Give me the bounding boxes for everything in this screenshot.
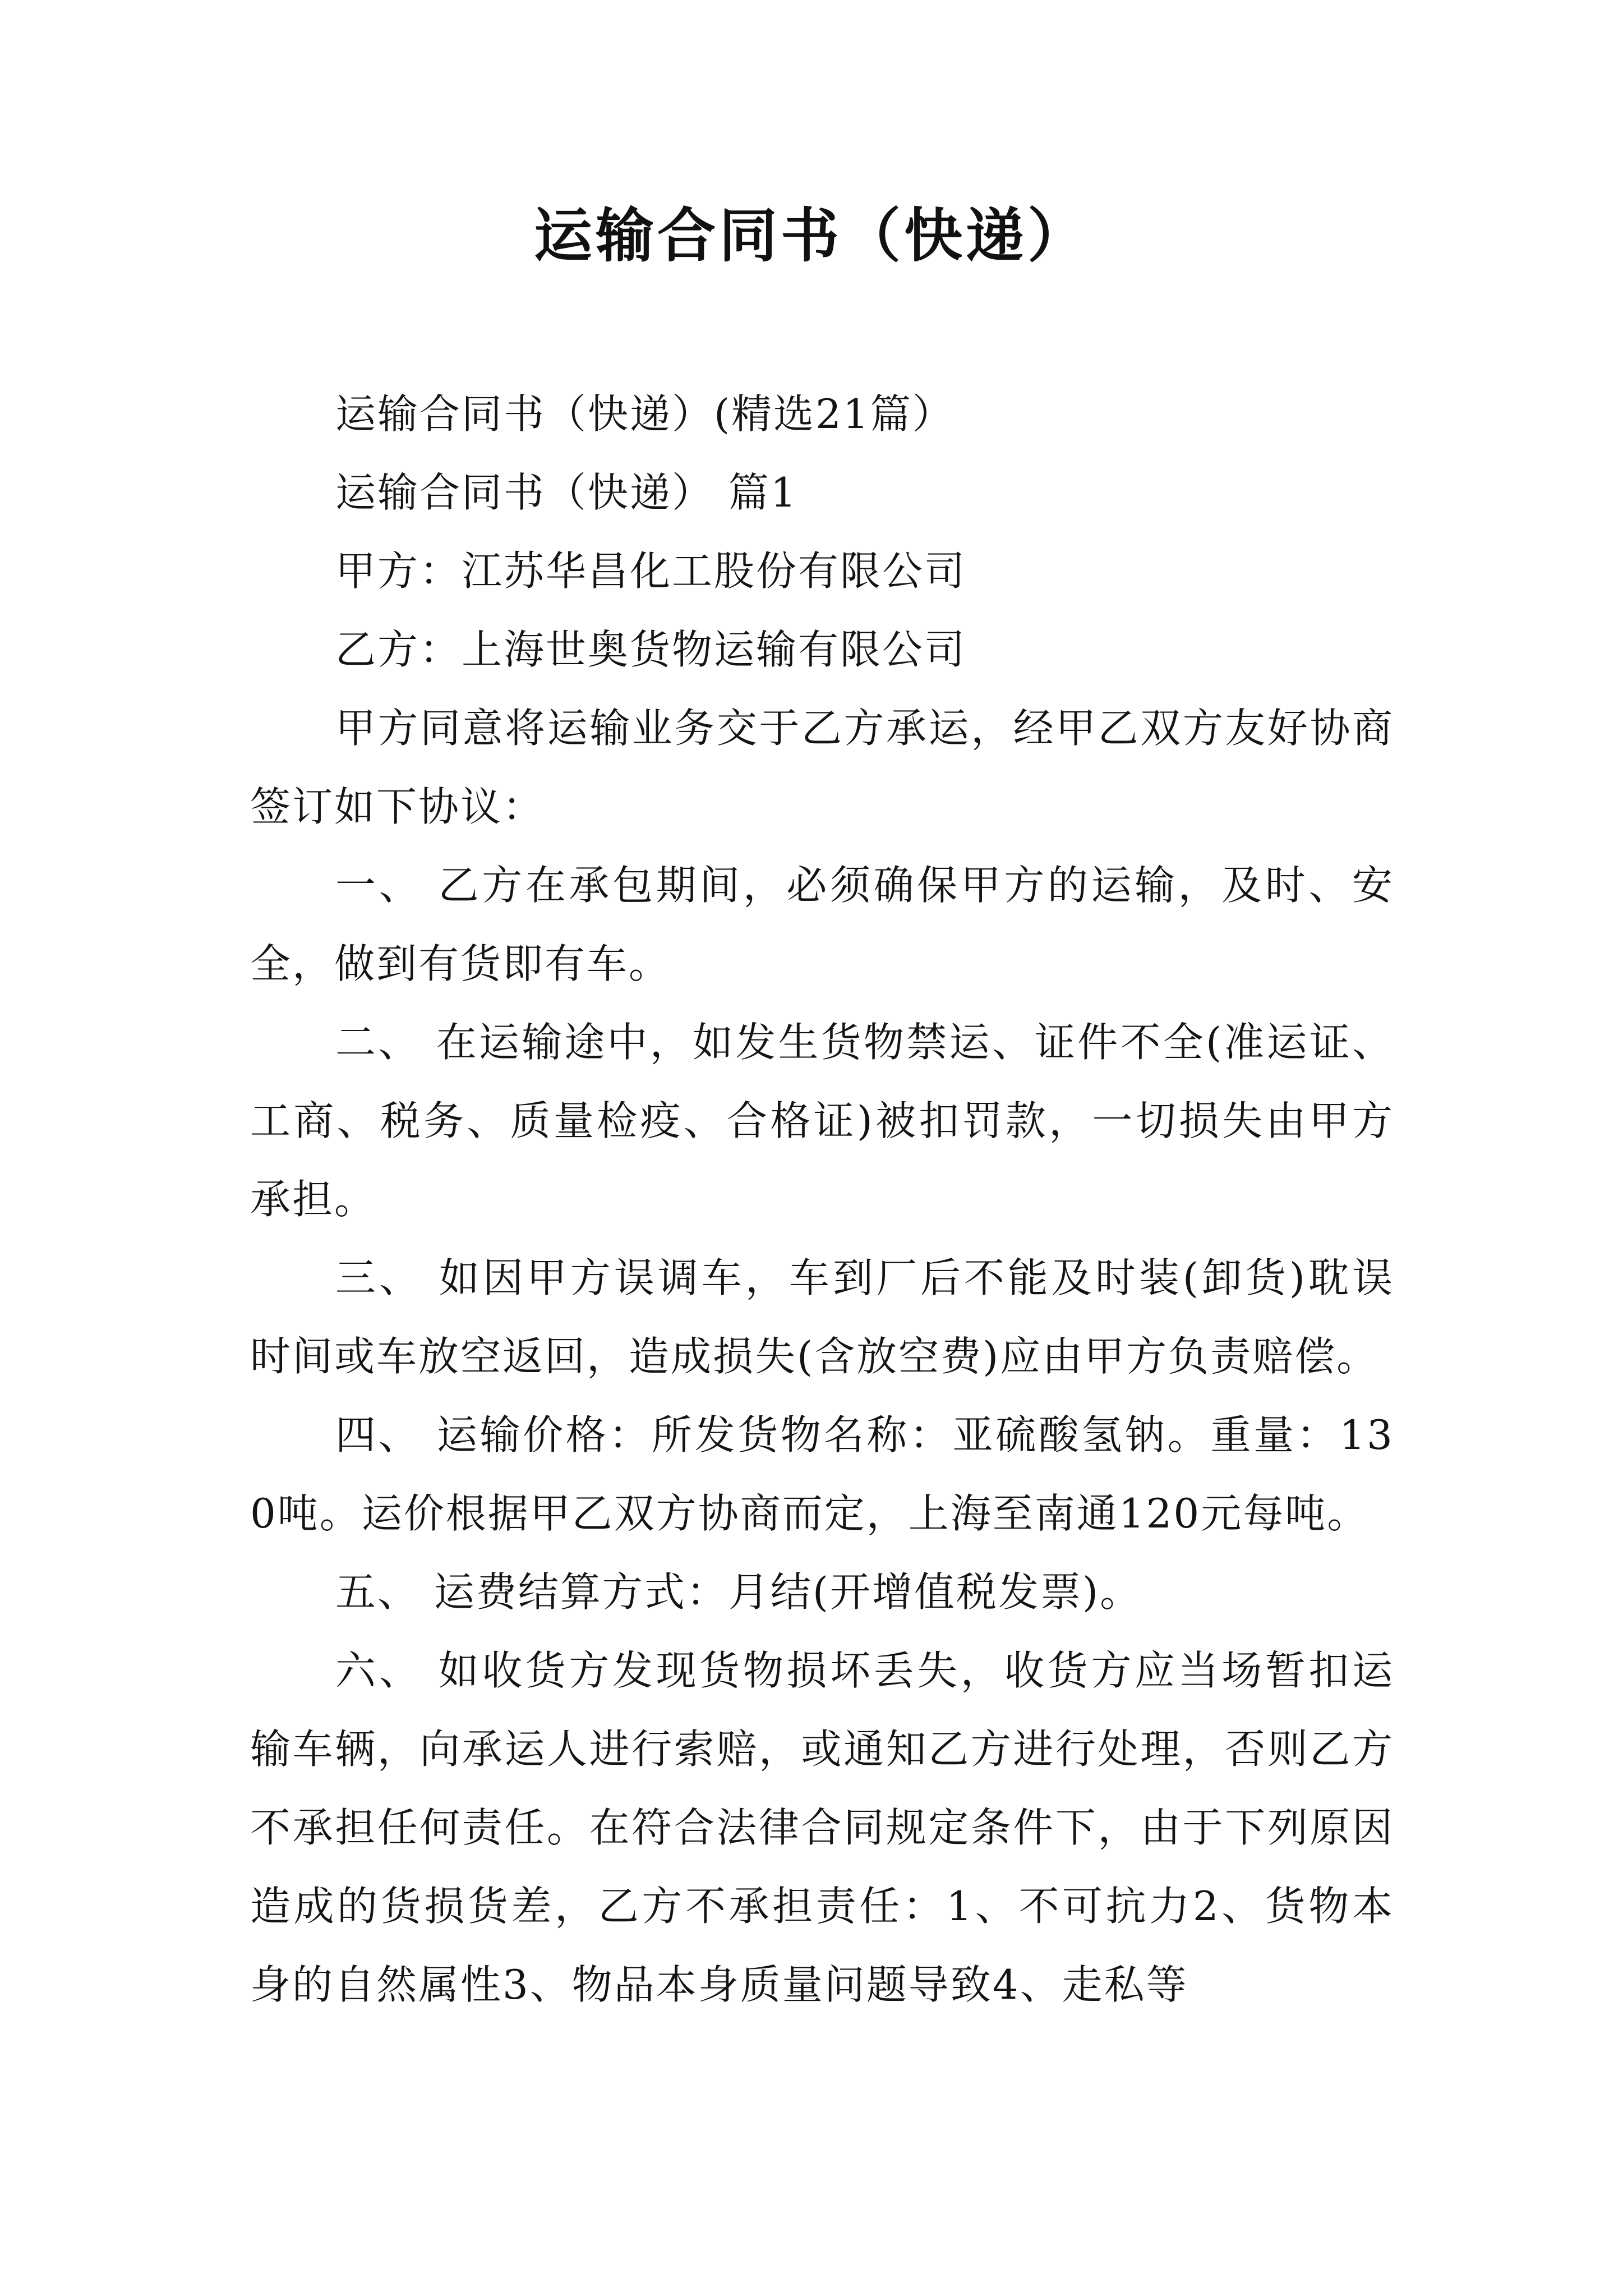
paragraph-party-a: 甲方：江苏华昌化工股份有限公司 [335,547,967,595]
paragraph-subtitle: 运输合同书（快递）(精选21篇） [335,390,955,438]
paragraph-clause-6: 六、 如收货方发现货物损坏丢失，收货方应当场暂扣运输车辆，向承运人进行索赔，或通知乙方进行处理，否则乙方不承担任何责任。在符合法律合同规定条件下，由于下列原因造成的货损货差，乙方不承担责任：1、不可抗力2、货物本身的自然属性3、物品本身质量问题导致4、走私等 [250,1647,1394,2008]
paragraph-preamble: 甲方同意将运输业务交于乙方承运，经甲乙双方友好协商签订如下协议： [250,705,1394,830]
paragraph-clause-1: 一、 乙方在承包期间，必须确保甲方的运输，及时、安全，做到有货即有车。 [250,862,1394,987]
paragraph-section-heading: 运输合同书（快递） 篇1 [335,469,798,516]
paragraph-clause-4: 四、 运输价格：所发货物名称：亚硫酸氢钠。重量：130吨。运价根据甲乙双方协商而定，上海至南通120元每吨。 [250,1411,1394,1537]
paragraph-party-b: 乙方：上海世奥货物运输有限公司 [335,626,967,673]
paragraph-clause-2: 二、 在运输途中，如发生货物禁运、证件不全(准运证、工商、税务、质量检疫、合格证)被扣罚款，一切损失由甲方承担。 [250,1019,1394,1223]
document-title: 运输合同书（快递） [533,201,1089,270]
paragraph-clause-3: 三、 如因甲方误调车，车到厂后不能及时装(卸货)耽误时间或车放空返回，造成损失(含放空费)应由甲方负责赔偿。 [250,1254,1394,1380]
paragraph-clause-5: 五、 运费结算方式：月结(开增值税发票)。 [335,1568,1142,1616]
document-body [250,375,1394,2024]
